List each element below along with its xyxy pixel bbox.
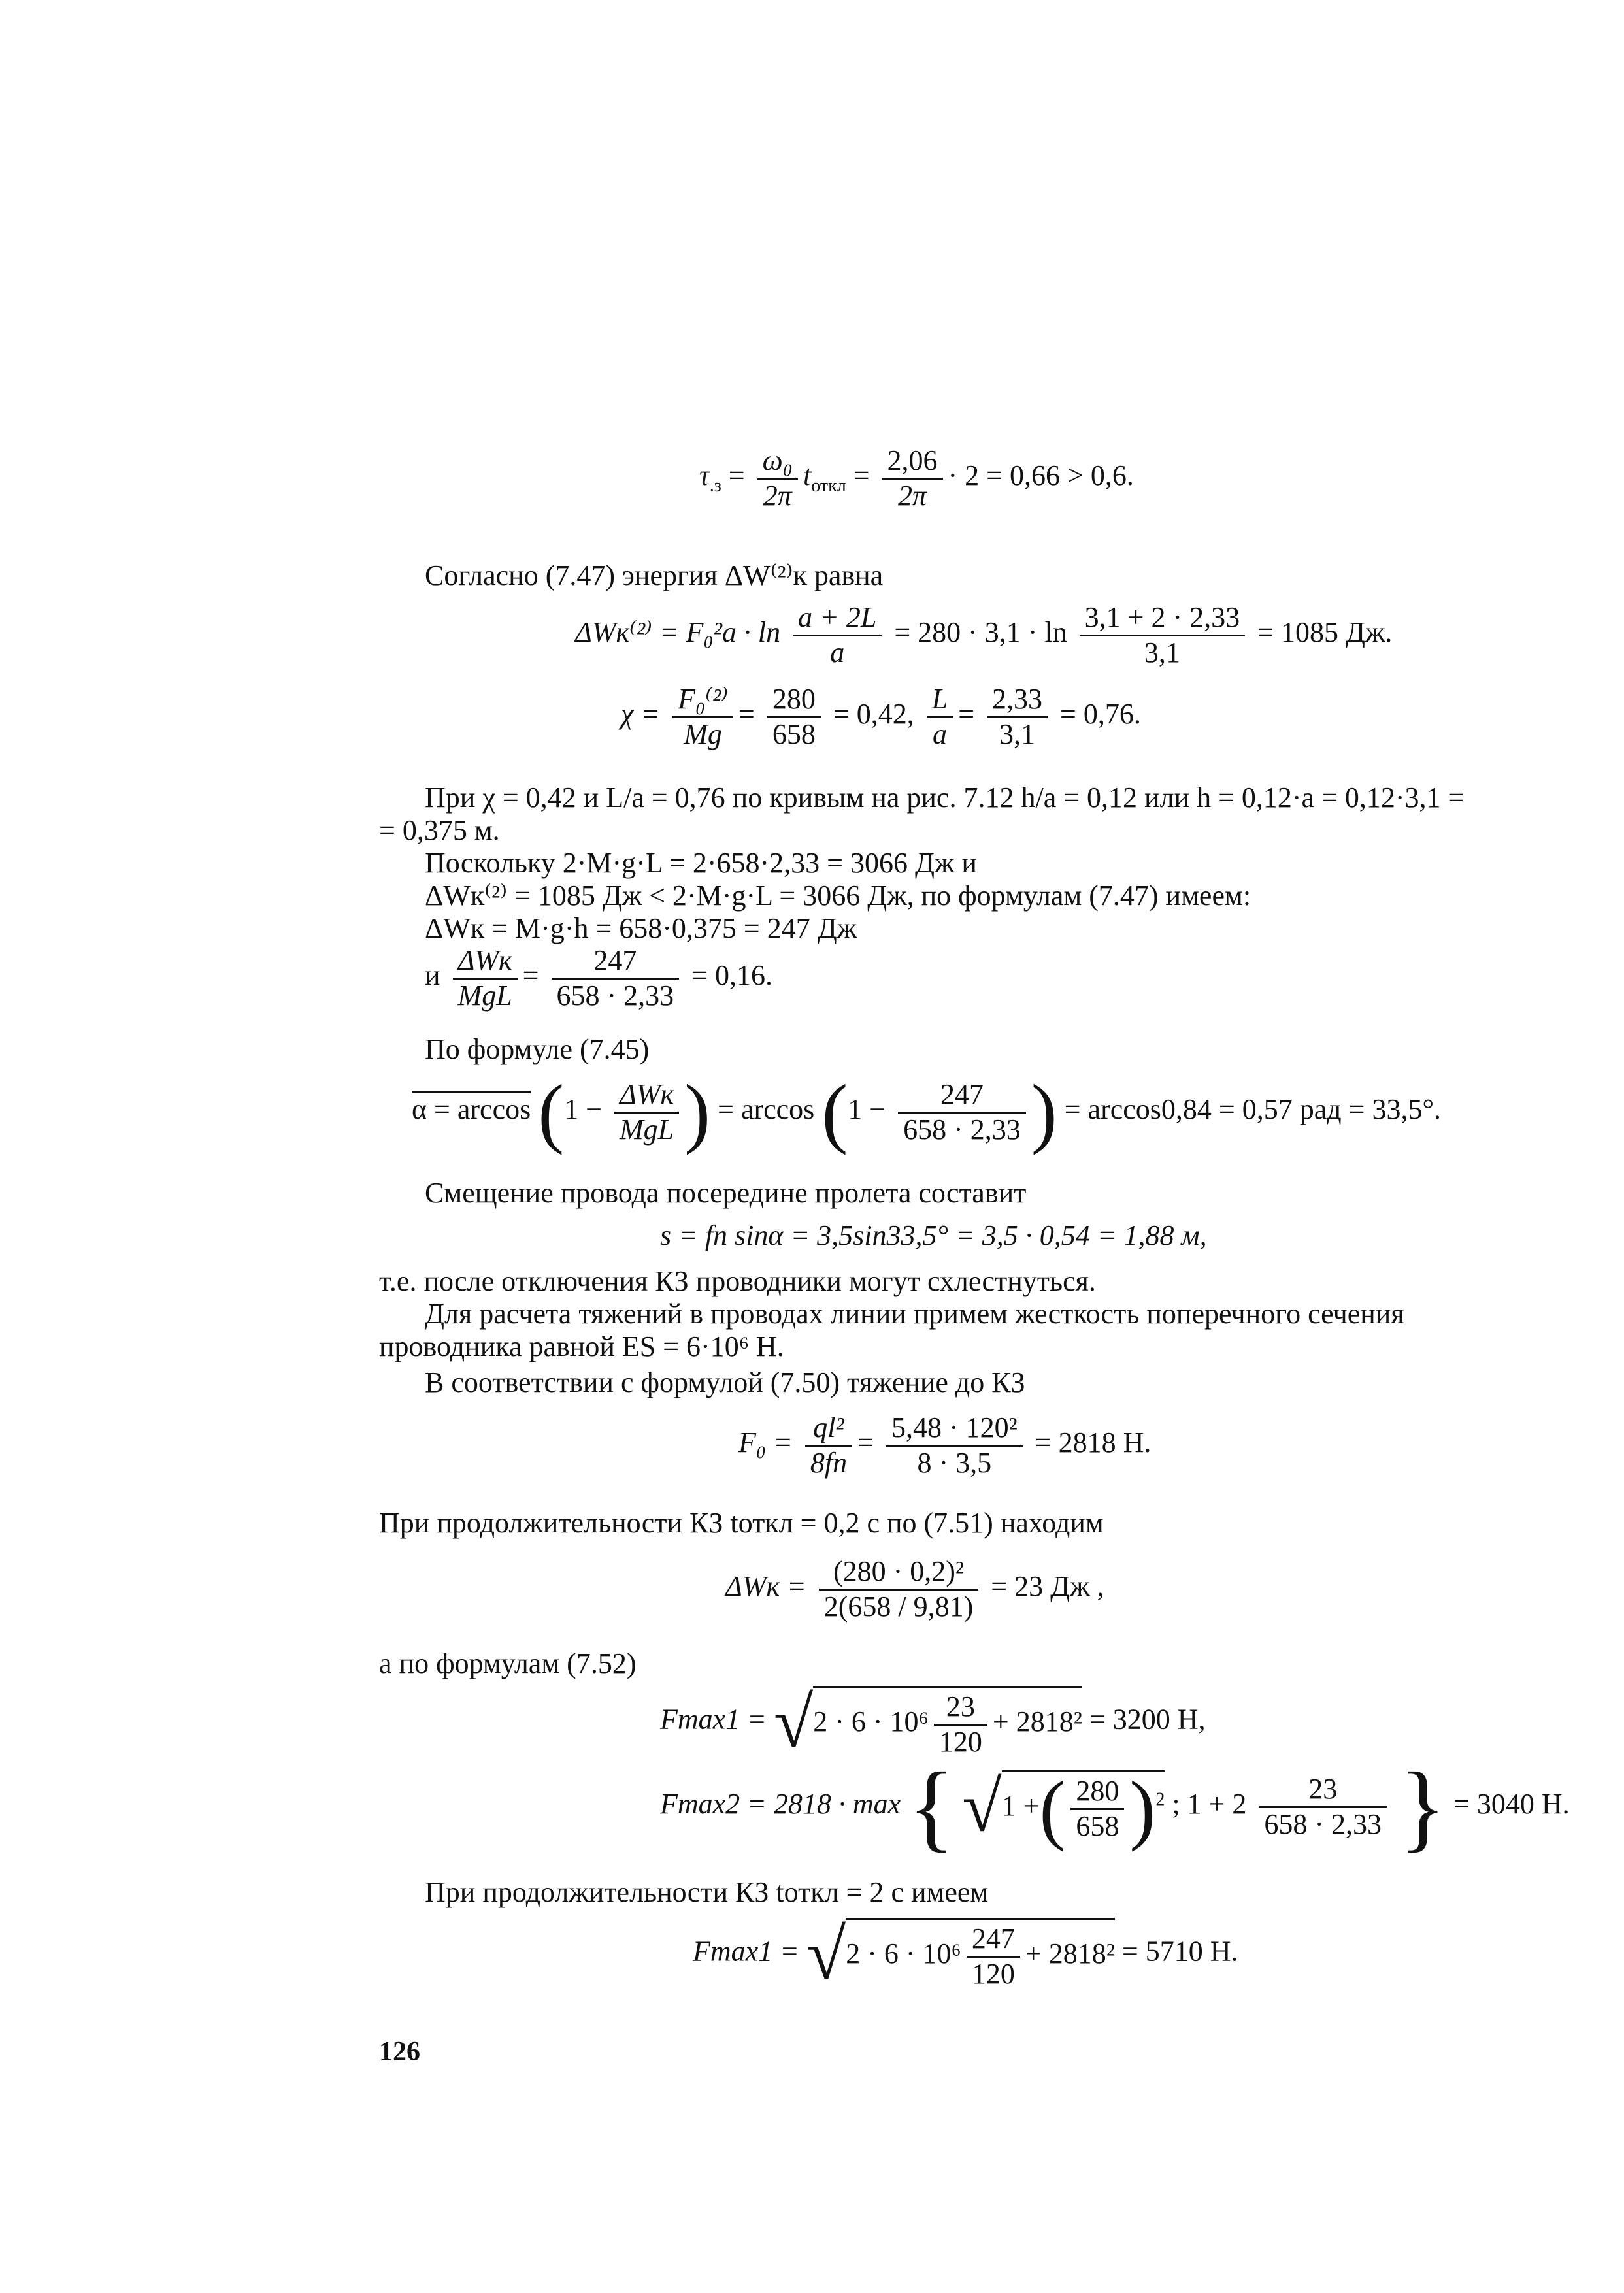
text-poskolku: Поскольку 2·M·g·L = 2·658·2,33 = 3066 Дж и	[425, 847, 977, 879]
eq1-den2: 2π	[898, 479, 927, 512]
eq1-lhs-sub: .з	[709, 475, 721, 496]
eq4-den2: 658 · 2,33	[556, 979, 674, 1012]
eq5-num1: ΔWк	[614, 1078, 679, 1114]
text-pri-prod-1: При продолжительности КЗ tоткл = 0,2 с по (7.51) находим	[379, 1507, 1104, 1539]
eq4-num2: 247	[552, 944, 680, 980]
eq7-frac1	[805, 1411, 852, 1479]
eq1-frac2	[882, 444, 943, 512]
equation-fmax1-a	[660, 1682, 1206, 1762]
text-a-po: а по формулам (7.52)	[379, 1647, 637, 1679]
equation-s: s = fп sinα = 3,5sin33,5° = 3,5 · 0,54 = 1,88 м,	[660, 1219, 1207, 1251]
eq4-num1: ΔWк	[453, 944, 518, 980]
eq8-frac	[819, 1555, 979, 1623]
eq2-lhs: ΔWк⁽²⁾ = F₀²a · ln	[575, 616, 781, 649]
eq2-frac1	[793, 601, 882, 669]
eq5-den1: MgL	[620, 1113, 674, 1146]
eq3-den4: 3,1	[999, 718, 1036, 750]
eq10-sq: 2	[1155, 1789, 1165, 1810]
eq10-num2: 23	[1259, 1773, 1387, 1808]
eq3-den1: Mg	[684, 718, 722, 750]
eq5-den2: 658 · 2,33	[903, 1113, 1021, 1146]
eq11-a: 2 · 6 · 10⁶	[846, 1938, 961, 1970]
eq2-frac2	[1080, 601, 1245, 669]
equation-fmax1-b	[693, 1914, 1238, 1994]
text-pri-chi-line1: При χ = 0,42 и L/a = 0,76 по кривым на рис. 7.12 h/a = 0,12 или h = 0,12·a = 0,12·3,1 =	[425, 782, 1465, 814]
eq5-rparen1: )	[684, 1068, 711, 1156]
eq3-lhs: χ =	[621, 698, 661, 731]
eq3-den2: 658	[772, 718, 816, 750]
equation-tau: $\tau_{.з}$ = $\frac{\text{ω₀}}{2\pi}$ $t_{откл}$ = $\frac{2,06}{2\pi}$ · 2 = 0,66 > 0,6.	[699, 444, 1134, 512]
text-dlya-line2: проводника равной ES = 6·10⁶ Н.	[379, 1330, 784, 1362]
eq5-lhs: α = arccos	[412, 1093, 531, 1126]
eq2-den2: 3,1	[1144, 636, 1180, 668]
eq4-den1: MgL	[457, 979, 512, 1012]
eq11-lhs: Fmax1 =	[693, 1935, 799, 1968]
eq5-num2: 247	[898, 1078, 1026, 1114]
eq3-frac4	[987, 683, 1048, 751]
text-dw-line: ΔWк⁽²⁾ = 1085 Дж < 2·M·g·L = 3066 Дж, по формулам (7.47) имеем:	[425, 880, 1251, 912]
eq3-tail: = 0,76.	[1060, 698, 1141, 731]
eq9-a: 2 · 6 · 10⁶	[813, 1706, 929, 1738]
eq10-lbrace: {	[908, 1753, 955, 1861]
eq11-den: 120	[971, 1957, 1015, 1990]
equation-dwk	[725, 1555, 1104, 1623]
eq2-num1: a + 2L	[793, 601, 882, 636]
eq11-tail: = 5710 Н.	[1121, 1935, 1238, 1968]
eq2-num2: 3,1 + 2 · 2,33	[1080, 601, 1245, 636]
eq7-den1: 8fп	[810, 1446, 848, 1479]
text-po-formule: По формуле (7.45)	[425, 1033, 650, 1065]
eq5-tail: = arccos0,84 = 0,57 рад = 33,5°.	[1064, 1093, 1442, 1126]
eq5-rparen2: )	[1031, 1068, 1057, 1156]
eq9-lhs: Fmax1 =	[660, 1703, 767, 1736]
eq9-sqrt: √2 · 6 · 10⁶ $\frac{23}{120}$ + 2818²	[773, 1682, 1082, 1762]
eq7-lhs: F₀ =	[738, 1427, 793, 1459]
eq10-frac2	[1259, 1773, 1387, 1841]
eq3-frac2	[767, 683, 821, 751]
eq7-num2: 5,48 · 120²	[886, 1411, 1023, 1447]
eq5-lparen1: (	[538, 1068, 565, 1156]
eq11-num: 247	[967, 1922, 1020, 1958]
eq3-frac1	[672, 683, 733, 751]
eq10-rparen: )	[1129, 1765, 1156, 1853]
eq1-t: t	[803, 459, 812, 492]
eq8-lhs: ΔWк =	[725, 1570, 806, 1603]
eq8-tail: = 23 Дж ,	[991, 1570, 1104, 1603]
eq9-tail: = 3200 Н,	[1089, 1703, 1206, 1736]
eq1-num2: 2,06	[882, 444, 943, 480]
eq9-frac	[934, 1691, 987, 1758]
eq10-rbrace: }	[1399, 1753, 1447, 1861]
eq3-frac3	[927, 683, 953, 751]
eq2-tail: = 1085 Дж.	[1257, 616, 1393, 649]
eq10-sep: ; 1 + 2	[1172, 1788, 1247, 1821]
eq5-frac2	[898, 1078, 1026, 1146]
eq1-lhs: τ	[699, 459, 710, 492]
eq5-mid: = arccos	[718, 1093, 815, 1126]
eq7-tail: = 2818 Н.	[1035, 1427, 1152, 1459]
text-te: т.е. после отключения КЗ проводники могут схлестнуться.	[379, 1265, 1096, 1297]
text-smeshenie: Смещение провода посередине пролета составит	[425, 1177, 1027, 1209]
equation-dw2	[575, 601, 1392, 669]
eq1-den1: 2π	[763, 479, 792, 512]
eq4-frac1	[453, 944, 518, 1012]
eq8-den: 2(658 / 9,81)	[823, 1590, 974, 1623]
eq10-a: 1 +	[1001, 1790, 1040, 1823]
eq2-den1: a	[830, 636, 845, 668]
eq5-lparen2: (	[821, 1068, 848, 1156]
eq3-num1: F₀⁽²⁾	[672, 683, 733, 718]
text-dlya-line1: Для расчета тяжений в проводах линии примем жесткость поперечного сечения	[425, 1298, 1404, 1330]
eq7-den2: 8 · 3,5	[917, 1446, 992, 1479]
eq1-tail: · 2 = 0,66 > 0,6.	[948, 459, 1134, 492]
equation-chi: χ = $\frac{\text{F₀⁽²⁾}}{Mg}$ = $\frac{280}{658}$ = 0,42, $\frac{L}{a}$ = $\frac{2,33}{3,1}$ = 0,76.	[621, 683, 1141, 750]
eq10-den1: 658	[1076, 1810, 1119, 1842]
eq4-frac2	[552, 944, 680, 1012]
equation-ratio: и $\frac{\text{ΔWк}}{\text{MgL}}$ = $\frac{247}{658 \cdot 2,33}$ = 0,16.	[425, 944, 772, 1012]
eq5-inner2: 1 −	[848, 1093, 886, 1126]
equation-f0: F₀ = $\frac{\text{ql²}}{8fп}$ = $\frac{\text{5,48 · 120²}}{8 \cdot 3,5}$ = 2818 Н.	[738, 1411, 1152, 1479]
equation-fmax2	[660, 1753, 1570, 1861]
text-pri-chi-line2: = 0,375 м.	[379, 814, 500, 846]
eq3-num3: L	[927, 683, 953, 718]
eq7-frac2	[886, 1411, 1023, 1479]
text-pri-prod-2: При продолжительности КЗ tоткл = 2 с имеем	[425, 1876, 989, 1908]
eq10-den2: 658 · 2,33	[1264, 1807, 1382, 1840]
eq3-den3: a	[932, 718, 947, 750]
eq9-b: + 2818²	[992, 1706, 1082, 1738]
eq9-den: 120	[938, 1725, 982, 1758]
eq4-tail: = 0,16.	[691, 959, 772, 992]
eq7-num1: ql²	[805, 1411, 852, 1447]
eq5-inner1: 1 −	[564, 1093, 603, 1126]
eq3-mid: = 0,42,	[833, 698, 914, 731]
eq2-mid: = 280 · 3,1 · ln	[894, 616, 1067, 649]
text-soglasno: Согласно (7.47) энергия ΔW⁽²⁾к равна	[425, 559, 884, 591]
eq11-sqrt: √2 · 6 · 10⁶ $\frac{247}{120}$ + 2818²	[806, 1914, 1115, 1994]
page-number: 126	[379, 2037, 420, 2067]
eq3-num4: 2,33	[987, 683, 1048, 718]
eq11-b: + 2818²	[1025, 1938, 1115, 1970]
eq11-frac	[967, 1922, 1020, 1990]
eq10-lhs: Fmax2 = 2818 · max	[660, 1788, 901, 1821]
eq10-frac1	[1070, 1775, 1124, 1843]
text-dw-mgh: ΔWк = M·g·h = 658·0,375 = 247 Дж	[425, 912, 857, 944]
eq10-num1: 280	[1070, 1775, 1124, 1810]
eq9-num: 23	[934, 1691, 987, 1726]
eq10-lparen: (	[1039, 1765, 1066, 1853]
eq1-t-sub: откл	[811, 475, 846, 496]
equation-alpha	[412, 1068, 1442, 1156]
eq1-frac1	[757, 444, 798, 512]
text-v-sootv: В соответствии с формулой (7.50) тяжение до КЗ	[425, 1366, 1025, 1398]
eq1-num1: ω₀	[757, 444, 798, 480]
eq10-tail: = 3040 Н.	[1453, 1788, 1570, 1821]
eq5-frac1	[614, 1078, 679, 1146]
eq3-num2: 280	[767, 683, 821, 718]
eq8-num: (280 · 0,2)²	[819, 1555, 979, 1591]
eq10-sqrt: √1 +( $\frac{280}{658}$ )$^2$	[962, 1765, 1165, 1853]
eq4-prefix: и	[425, 959, 440, 992]
